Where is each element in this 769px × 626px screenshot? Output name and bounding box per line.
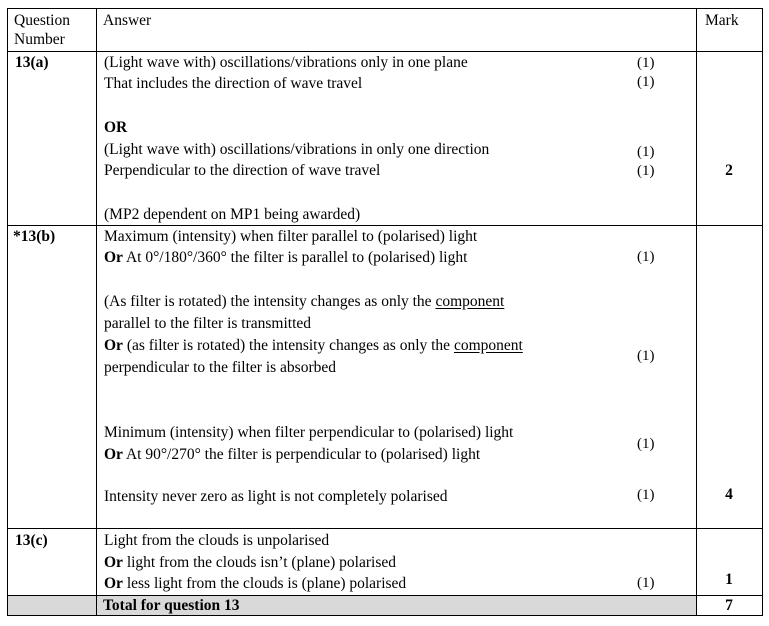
answer-13b-p1-line2	[104, 249, 467, 267]
total-mark-question-13: 7	[725, 597, 733, 614]
mark-13a-line2: (1)	[637, 74, 655, 90]
answer-13b-p3-line2	[104, 446, 480, 464]
table-border-bottom	[7, 615, 763, 616]
total-row-shade-left	[7, 596, 97, 615]
total-mark-13a: 2	[725, 162, 733, 179]
or-keyword: Or	[104, 249, 123, 266]
header-divider	[7, 51, 763, 52]
answer-13b-p2-line4: perpendicular to the filter is absorbed	[104, 359, 336, 376]
table-border-left	[7, 8, 8, 616]
question-number-13b: *13(b)	[13, 228, 56, 245]
header-question-number-line1: Question	[14, 12, 70, 29]
or-keyword: Or	[104, 554, 123, 571]
row-divider-c-total	[7, 595, 763, 596]
total-label: Total for question 13	[103, 597, 240, 614]
mark-13b-p2: (1)	[637, 348, 655, 364]
answer-13c-line2-text: light from the clouds isn’t (plane) polarised	[122, 554, 396, 571]
answer-13b-p1-line1: Maximum (intensity) when filter parallel to (polarised) light	[104, 228, 478, 245]
answer-13a-line1: (Light wave with) oscillations/vibrations only in one plane	[104, 54, 468, 71]
mark-13b-p4: (1)	[637, 487, 655, 503]
or-keyword: Or	[104, 446, 123, 463]
answer-13c-line1: Light from the clouds is unpolarised	[104, 532, 330, 549]
mark-13a-line4: (1)	[637, 163, 655, 179]
mark-13b-p3: (1)	[637, 436, 655, 452]
table-border-top	[7, 8, 763, 9]
mark-13a-line3: (1)	[637, 144, 655, 160]
or-keyword: Or	[104, 575, 123, 592]
mark-13c: (1)	[637, 575, 655, 591]
mark-13a-line1: (1)	[637, 55, 655, 71]
total-mark-13c: 1	[725, 571, 733, 588]
question-number-13a: 13(a)	[15, 54, 49, 71]
answer-13c-line3-text: less light from the clouds is (plane) polarised	[122, 575, 407, 592]
answer-13a-or: OR	[104, 119, 128, 136]
component-underlined: component	[435, 293, 505, 310]
header-mark: Mark	[705, 12, 739, 29]
answer-13c-line2	[104, 554, 396, 572]
answer-13a-note: (MP2 dependent on MP1 being awarded)	[104, 206, 361, 223]
answer-13b-p4-line1: Intensity never zero as light is not completely polarised	[104, 488, 448, 505]
answer-13a-line2: That includes the direction of wave travel	[104, 75, 363, 92]
answer-13a-line4: Perpendicular to the direction of wave travel	[104, 162, 381, 179]
row-divider-a-b	[7, 225, 763, 226]
component-underlined: component	[453, 337, 523, 354]
column-divider-2	[696, 8, 697, 616]
answer-13b-p2-line1	[104, 293, 504, 311]
answer-13a-line3: (Light wave with) oscillations/vibrations in only one direction	[104, 141, 490, 158]
row-divider-b-c	[7, 528, 763, 529]
mark-13b-p1: (1)	[637, 249, 655, 265]
header-question-number-line2: Number	[14, 31, 65, 48]
answer-13b-p3-line2-text: At 90°/270° the filter is perpendicular to (polarised) light	[122, 446, 481, 463]
answer-13b-p3-line1: Minimum (intensity) when filter perpendicular to (polarised) light	[104, 424, 514, 441]
question-number-13c: 13(c)	[15, 532, 48, 549]
answer-13b-p1-line2-text: At 0°/180°/360° the filter is parallel to (polarised) light	[122, 249, 468, 266]
answer-13b-p2-line3-text: (as filter is rotated) the intensity changes as only the	[122, 337, 454, 354]
answer-13b-p2-line3	[104, 337, 523, 355]
total-mark-13b: 4	[725, 486, 733, 503]
answer-13c-line3	[104, 575, 406, 593]
table-border-right	[762, 8, 763, 616]
or-keyword: Or	[104, 337, 123, 354]
answer-13b-p2-line1-text: (As filter is rotated) the intensity changes as only the	[104, 293, 436, 310]
header-answer: Answer	[103, 12, 152, 29]
answer-13b-p2-line2: parallel to the filter is transmitted	[104, 315, 312, 332]
column-divider-1	[96, 8, 97, 616]
